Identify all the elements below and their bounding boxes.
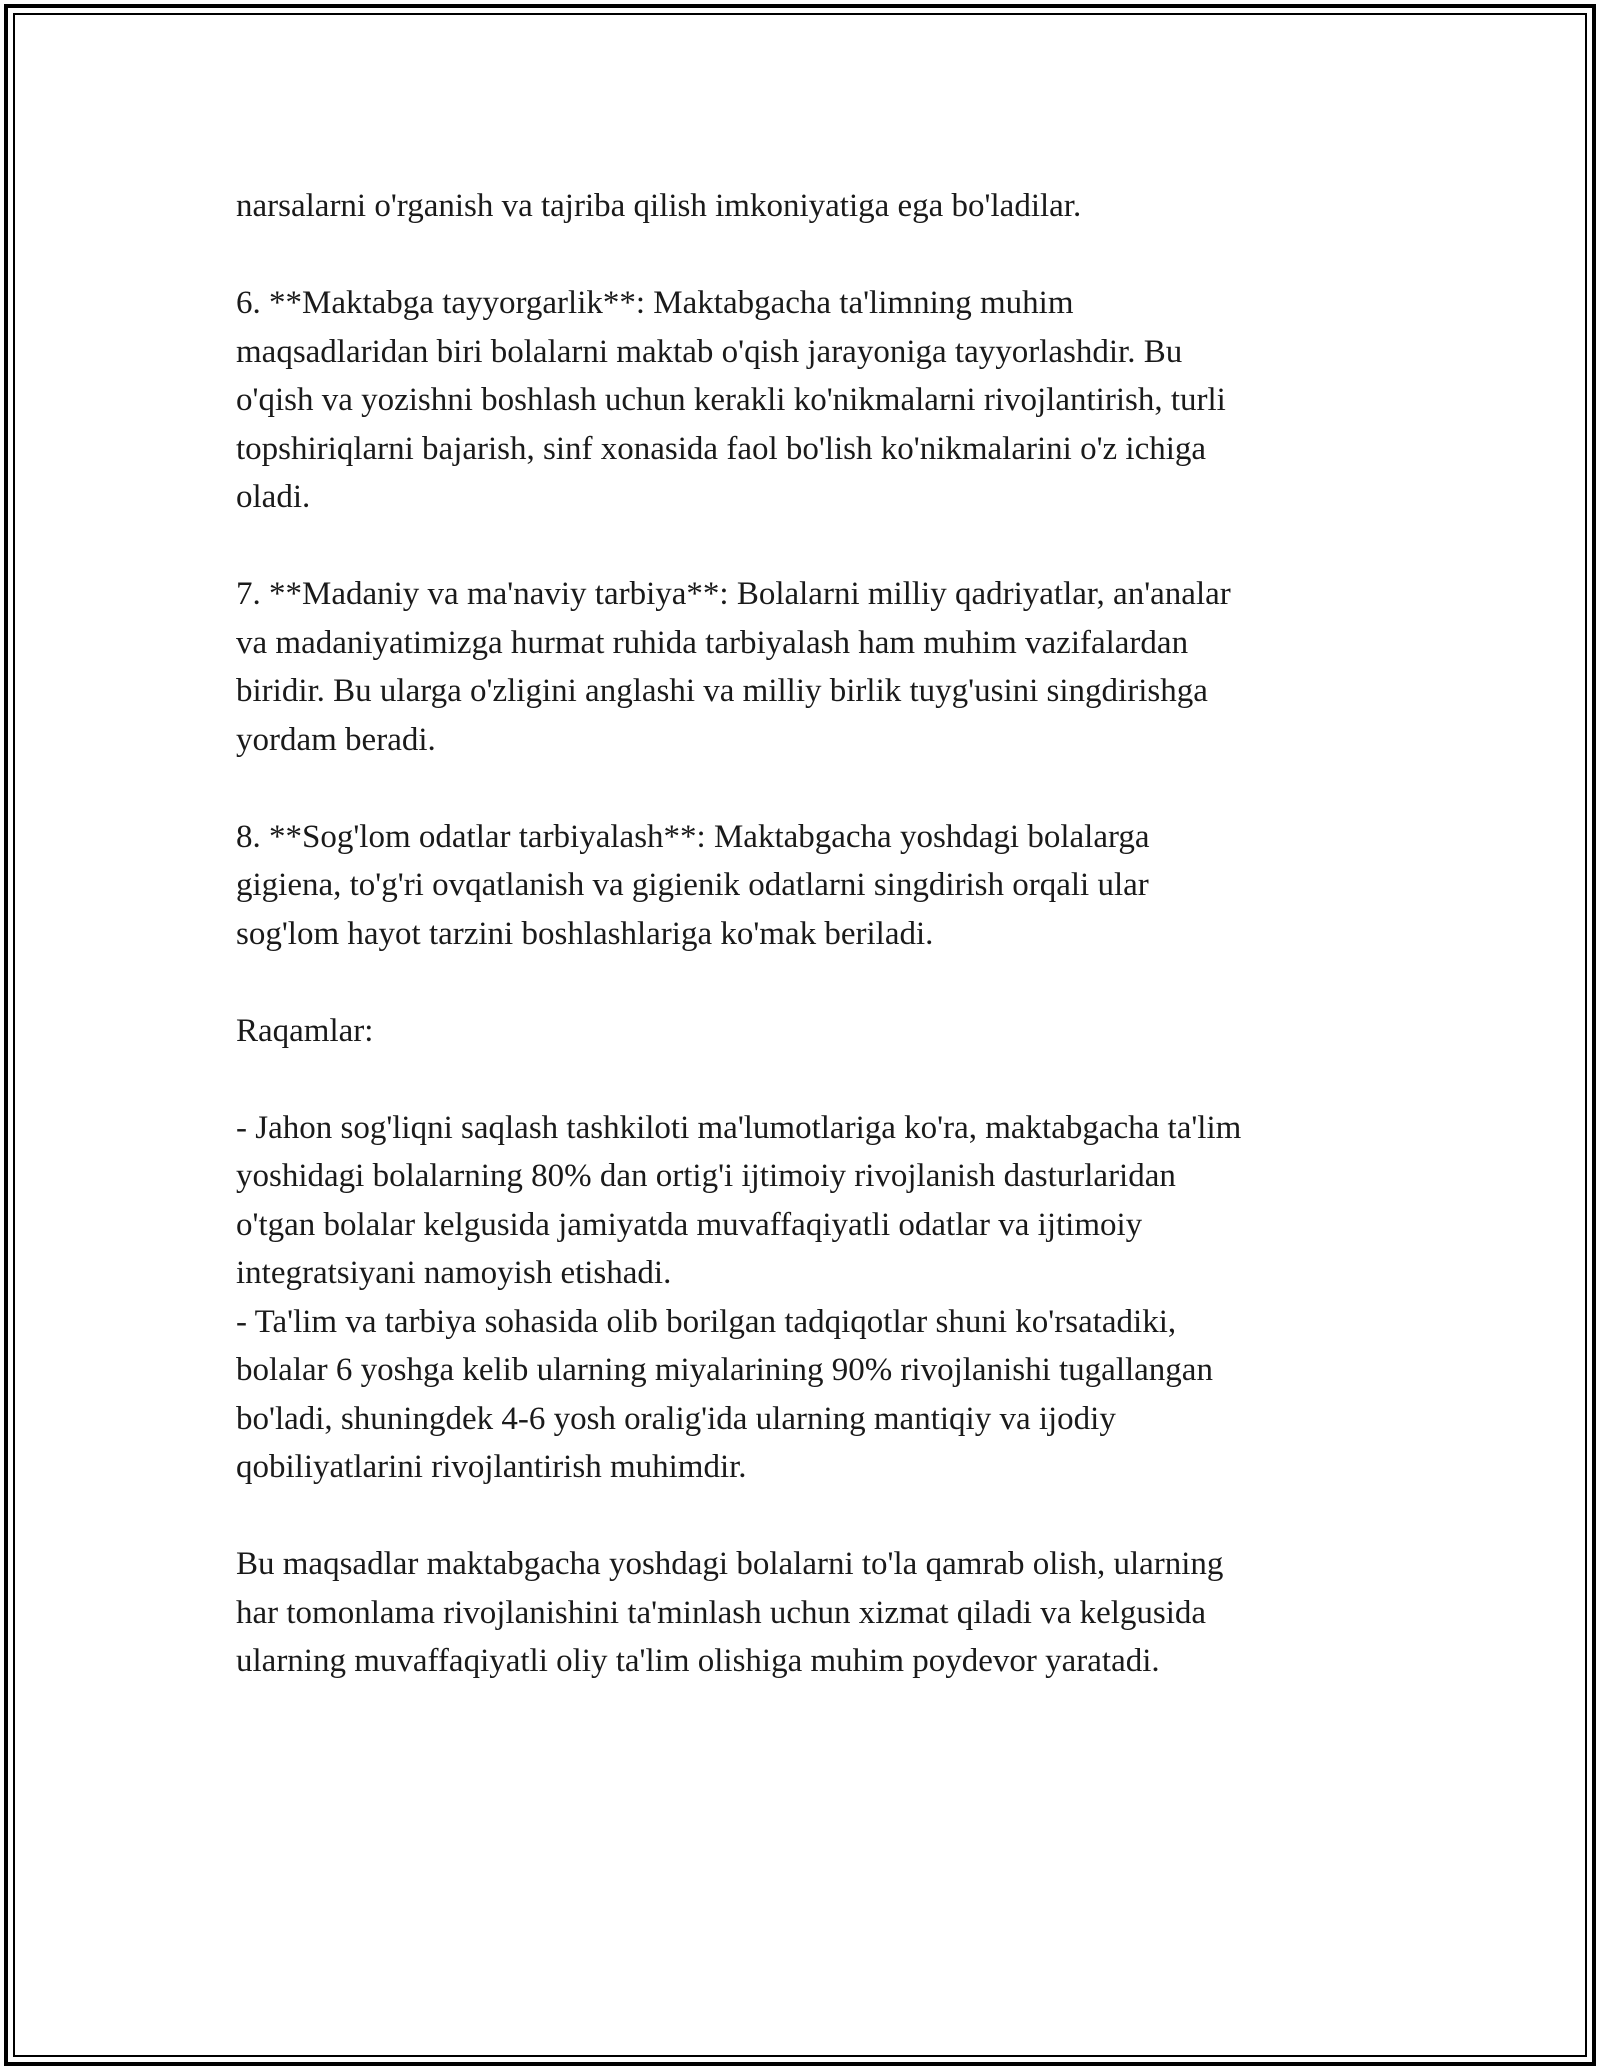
text-line: 7. **Madaniy va ma'naviy tarbiya**: Bolalarni milliy qadriyatlar, an'analar [236,576,1231,612]
list-item-line: yoshidagi bolalarning 80% dan ortig'i ijtimoiy rivojlanish dasturlaridan [236,1158,1176,1194]
list-item-line: bolalar 6 yoshga kelib ularning miyalarining 90% rivojlanishi tugallangan [236,1352,1213,1388]
text-line: gigiena, to'g'ri ovqatlanish va gigienik odatlarni singdirish orqali ular [236,867,1149,903]
text-line: 6. **Maktabga tayyorgarlik**: Maktabgacha ta'limning muhim [236,285,1074,321]
list-item-line: integratsiyani namoyish etishadi. [236,1255,672,1291]
list-item-line: o'tgan bolalar kelgusida jamiyatda muvaffaqiyatli odatlar va ijtimoiy [236,1206,1143,1243]
paragraph-conclusion [236,1540,1386,1686]
list-item-line: - Ta'lim va tarbiya sohasida olib borilgan tadqiqotlar shuni ko'rsatadiki, [236,1303,1177,1340]
text-line: oladi. [236,479,311,515]
text-line: har tomonlama rivojlanishini ta'minlash uchun xizmat qiladi va kelgusida [236,1594,1207,1631]
text-line: narsalarni o'rganish va tajriba qilish imkoniyatiga ega bo'ladilar. [236,188,1082,224]
text-line: topshiriqlarni bajarish, sinf xonasida faol bo'lish ko'nikmalarini o'z ichiga [236,430,1207,467]
list-item-line: - Jahon sog'liqni saqlash tashkiloti ma'lumotlariga ko'ra, maktabgacha ta'lim [236,1109,1242,1146]
paragraph-item-6 [236,279,1386,522]
list-item-line: bo'ladi, shuningdek 4-6 yosh oralig'ida ularning mantiqiy va ijodiy [236,1400,1116,1437]
text-line: o'qish va yozishni boshlash uchun kerakli ko'nikmalarni rivojlantirish, turli [236,382,1226,418]
paragraph-item-7 [236,570,1386,764]
document-body [236,182,1386,1734]
text-line: yordam beradi. [236,721,436,758]
text-line: biridir. Bu ularga o'zligini anglashi va milliy birlik tuyg'usini singdirishga [236,673,1208,709]
paragraph-intro-continuation [236,182,1386,231]
list-item-line: qobiliyatlarini rivojlantirish muhimdir. [236,1449,747,1485]
text-line: ularning muvaffaqiyatli oliy ta'lim olishiga muhim poydevor yaratadi. [236,1643,1160,1679]
text-line: 8. **Sog'lom odatlar tarbiyalash**: Maktabgacha yoshdagi bolalarga [236,818,1150,855]
section-heading: Raqamlar: [236,1012,374,1049]
paragraph-item-8 [236,813,1386,959]
text-line: sog'lom hayot tarzini boshlashlariga ko'mak beriladi. [236,915,934,952]
paragraph-numbers-heading [236,1007,1386,1056]
text-line: va madaniyatimizga hurmat ruhida tarbiyalash ham muhim vazifalardan [236,624,1189,661]
text-line: Bu maqsadlar maktabgacha yoshdagi bolalarni to'la qamrab olish, ularning [236,1546,1224,1582]
paragraph-numbers-list [236,1104,1386,1492]
text-line: maqsadlaridan biri bolalarni maktab o'qish jarayoniga tayyorlashdir. Bu [236,333,1183,370]
